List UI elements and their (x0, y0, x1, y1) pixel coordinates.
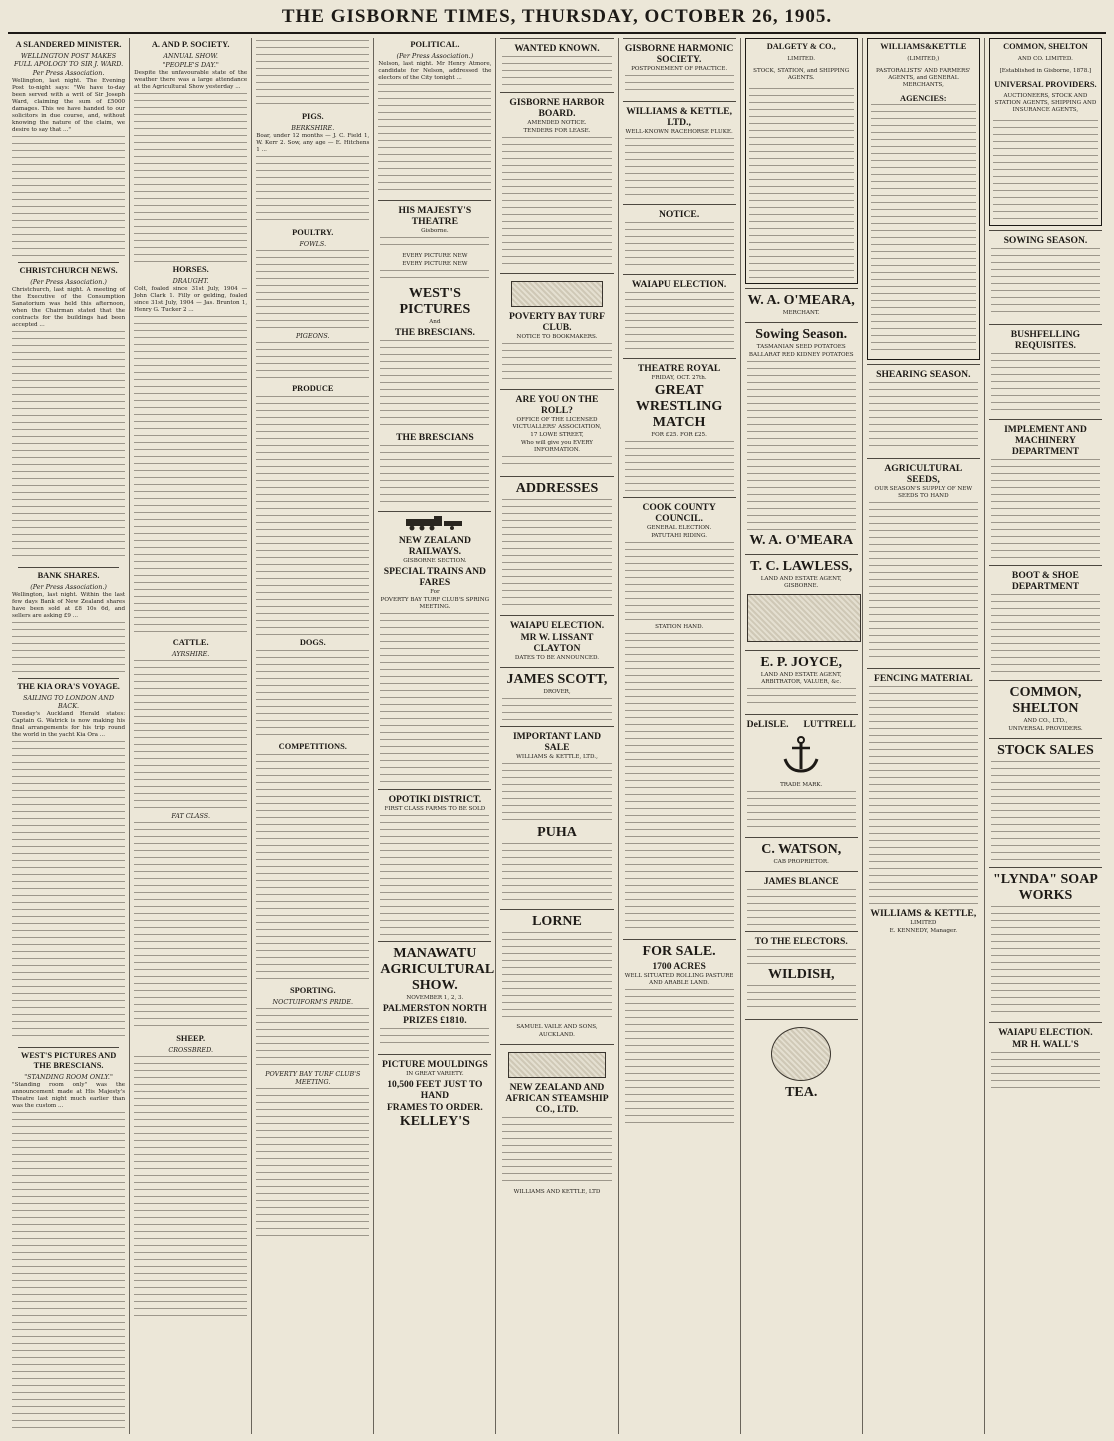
ad-his-majestys-theatre (378, 200, 491, 511)
ad-title: E. P. JOYCE, (760, 654, 842, 670)
ad-lorne (500, 909, 613, 1044)
ad-nz-railways (378, 511, 491, 789)
ad-title: BOOT & SHOE DEPARTMENT (1011, 569, 1080, 592)
text-block (747, 361, 856, 531)
ad-waiapu-election-wall (989, 1022, 1102, 1098)
column-6 (619, 38, 741, 1434)
text-block (502, 137, 611, 267)
ad-boot-shoe (989, 565, 1102, 680)
ad-established: [Established in Gisborne, 1878.] (999, 68, 1092, 75)
ad-subtitle: GENERAL ELECTION. (646, 525, 712, 531)
ad-implement-dept (989, 419, 1102, 565)
ad-tea (745, 1019, 858, 1106)
ad-stakes: FOR £25. FOR £25. (651, 432, 707, 438)
ad-item: BALLARAT RED KIDNEY POTATOES (748, 351, 854, 358)
ad-james-scott (500, 667, 613, 726)
text-block (625, 441, 734, 491)
ad-title: OPOTIKI DISTRICT. (388, 794, 482, 805)
text-block (378, 84, 491, 194)
article-subtitle: ANNUAL SHOW. (163, 52, 218, 60)
ad-important-land-sale (500, 726, 613, 909)
text-block (625, 542, 734, 622)
ad-title: COOK COUNTY COUNCIL. (642, 502, 716, 524)
ad-title: FOR SALE. (642, 944, 716, 959)
section-subheading-berkshire: BERKSHIRE. (291, 124, 335, 132)
ad-common-shelton-2 (989, 680, 1102, 738)
ad-lawless (745, 554, 858, 650)
ad-description: PASTORALISTS' AND FARMERS' AGENTS, and GENERAL MERCHANTS, (876, 68, 971, 89)
ad-dates: DATES TO BE ANNOUNCED. (514, 655, 600, 661)
ad-title: WAIAPU ELECTION. (998, 1026, 1093, 1038)
ad-waiapu-election (623, 274, 736, 358)
section-subheading-crossbred: CROSSBRED. (168, 1046, 213, 1054)
result-text: Boar, under 12 months — J. C. Field 1, W. Kerr 2. Sow, any age — E. Hitchens 1 ... (256, 133, 370, 153)
ad-title: TO THE ELECTORS. (754, 935, 848, 947)
ad-williams-kettle (867, 38, 980, 360)
ad-subtitle: WELL SITUATED ROLLING PASTURE AND ARABLE LAND. (624, 973, 734, 986)
section-heading-dogs: DOGS. (299, 638, 326, 647)
ad-addresses (500, 476, 613, 615)
section-heading-competitions: COMPETITIONS. (278, 742, 347, 751)
text-block (256, 396, 369, 636)
ad-manager: E. KENNEDY, Manager. (889, 927, 958, 934)
text-block (625, 138, 734, 198)
ad-agencies: AGENCIES: (900, 93, 947, 103)
result-text: Colt, foaled since 31st July, 1904 — John Clark 1. Filly or gelding, foaled since 31st July, 1904 — Jas. Brunton 1, Henry G. Tucker 2 ... (134, 286, 248, 313)
ad-title: PICTURE MOULDINGS (381, 1059, 488, 1070)
ad-title: C. WATSON, (761, 841, 842, 857)
column-9 (985, 38, 1106, 1434)
section-heading-sheep: SHEEP. (176, 1034, 206, 1043)
ad-event: GREAT WRESTLING MATCH (635, 383, 723, 430)
divider (18, 567, 119, 568)
section-heading-pigs: PIGS. (301, 112, 324, 121)
building-illustration (747, 594, 861, 642)
ad-name: KELLEY'S (399, 1114, 470, 1129)
text-block (502, 499, 611, 609)
ad-subtitle: MERCHANT. (782, 309, 820, 316)
ad-title-brescians: THE BRESCIANS. (394, 327, 475, 338)
column-grid (8, 38, 1106, 1434)
text-block (256, 650, 369, 740)
ad-title: FENCING MATERIAL (873, 672, 973, 684)
text-block (625, 222, 734, 268)
ad-subtitle: Gisborne. (421, 228, 449, 234)
article-subtitle: "STANDING ROOM ONLY." (24, 1073, 113, 1081)
ad-picture-mouldings (378, 1054, 491, 1135)
ad-signature: W. A. O'MEARA (749, 532, 854, 548)
text-block (747, 985, 856, 1013)
section-subheading-fat-class: FAT CLASS. (171, 812, 210, 820)
text-block (502, 56, 611, 86)
divider (18, 262, 119, 263)
article-political (378, 40, 491, 194)
ad-cook-county-council (623, 497, 736, 939)
ad-subtitle: NOTICE TO BOOKMAKERS. (516, 334, 598, 340)
column-2 (130, 38, 252, 1434)
text-block (625, 75, 734, 95)
text-block (502, 763, 611, 823)
article-show-results (256, 40, 369, 1238)
text-block (12, 331, 125, 561)
text-block (380, 237, 489, 251)
text-block (380, 1028, 489, 1048)
ad-dalgety (745, 38, 858, 284)
text-block (134, 93, 247, 263)
ad-title: POVERTY BAY TURF CLUB. (509, 311, 605, 333)
ad-title: IMPLEMENT AND MACHINERY DEPARTMENT (1004, 423, 1087, 457)
text-block (869, 686, 978, 906)
ad-title: JAMES SCOTT, (506, 672, 608, 687)
ad-event: POVERTY BAY TURF CLUB'S SPRING MEETING. (380, 597, 490, 610)
ad-lynda-soap (989, 867, 1102, 1022)
section-heading-sporting: SPORTING. (290, 986, 336, 995)
ad-title: WAIAPU ELECTION. (631, 279, 727, 290)
timetable-block (380, 613, 489, 783)
ad-date: FRIDAY, OCT. 27th. (651, 375, 707, 381)
ad-universal: UNIVERSAL PROVIDERS. (1008, 725, 1083, 732)
ad-dates: NOVEMBER 1, 2, 3. (406, 995, 464, 1001)
ad-and: And (429, 319, 441, 325)
ad-title: Sowing Season. (755, 326, 848, 342)
article-title: THE KIA ORA'S VOYAGE. (17, 682, 120, 691)
ad-candidate: MR W. LISSANT CLAYTON (520, 632, 594, 654)
text-block (502, 843, 611, 903)
ad-special: SPECIAL TRAINS AND FARES (383, 566, 486, 588)
ad-harmonic-society (623, 38, 736, 101)
ad-watson (745, 837, 858, 871)
text-block (991, 906, 1100, 1016)
ad-title: IMPORTANT LAND SALE (512, 731, 602, 753)
article-source: (Per Press Association.) (396, 52, 474, 60)
classifieds-block (625, 633, 734, 933)
article-subtitle: WELLINGTON POST MAKES FULL APOLOGY TO SIR J. WARD. (13, 52, 124, 68)
text-block (134, 316, 247, 636)
ad-nz-african-steamship (500, 1044, 613, 1201)
ad-stock-sales (989, 738, 1102, 867)
article-bank-shares (12, 571, 125, 672)
ad-title: SHEARING SEASON. (876, 368, 971, 380)
locomotive-icon (404, 515, 466, 531)
text-block (869, 502, 978, 662)
ad-acres: 1700 ACRES (652, 961, 706, 972)
ad-title-brescians-2: THE BRESCIANS (396, 432, 474, 443)
ad-firm: WILLIAMS & KETTLE, LTD., (516, 754, 598, 760)
ad-title: COMMON, SHELTON (1003, 42, 1088, 51)
ad-title: LORNE (532, 914, 582, 929)
ad-riding: PATUTAHI RIDING. (651, 533, 708, 539)
text-block (502, 1117, 611, 1187)
brand-left: DeLISLE. (746, 718, 789, 730)
ad-title: W. A. O'MEARA, (747, 292, 855, 308)
article-body: Wellington, last night. Within the last few days Bank of New Zealand shares have been sold at £8 10s 6d, and sellers are asking £9 ... (12, 592, 126, 619)
ad-station-hand: STATION HAND. (655, 624, 704, 630)
tea-seal-emblem (771, 1027, 831, 1081)
divider (18, 1047, 119, 1048)
ad-turf-club-bookmakers (500, 273, 613, 389)
column-4 (374, 38, 496, 1434)
ad-subtitle: IN GREAT VARIETY. (406, 1071, 464, 1077)
text-block (991, 248, 1100, 318)
article-source: (Per Press Association.) (30, 278, 107, 286)
text-block (256, 250, 369, 330)
ad-title: "LYNDA" SOAP WORKS (992, 871, 1098, 903)
ad-on-the-roll (500, 389, 613, 476)
ad-wanted-known (500, 38, 613, 92)
text-block (749, 88, 854, 278)
ad-notice (623, 204, 736, 274)
ad-services: AUCTIONEERS, STOCK AND STATION AGENTS, SHIPPING AND INSURANCE AGENTS, (994, 93, 1097, 114)
ad-joyce (745, 650, 858, 714)
text-block (134, 822, 247, 1032)
ad-title: WILLIAMS & KETTLE, LTD., (626, 106, 733, 128)
ad-title: TEA. (785, 1084, 818, 1100)
ad-title: NEW ZEALAND AND AFRICAN STEAMSHIP CO., LTD. (505, 1082, 609, 1115)
text-block (12, 622, 125, 672)
ad-subtitle: FIRST CLASS FARMS TO BE SOLD (384, 806, 486, 812)
column-1 (8, 38, 130, 1434)
article-title: WEST'S PICTURES AND THE BRESCIANS. (20, 1051, 117, 1070)
section-subheading-turf-club: POVERTY BAY TURF CLUB'S MEETING. (265, 1070, 361, 1086)
ad-universal-providers: UNIVERSAL PROVIDERS. (994, 79, 1097, 89)
column-7 (741, 38, 863, 1434)
text-block (625, 989, 734, 1129)
trade-mark-label: TRADE MARK. (780, 781, 823, 788)
ad-title: T. C. LAWLESS, (750, 558, 853, 574)
ad-subtitle: AND CO. LIMITED. (1017, 55, 1073, 62)
ad-title: GISBORNE HARBOR BOARD. (509, 97, 605, 119)
text-block (134, 660, 247, 810)
ad-line: EVERY PICTURE NEW (402, 261, 468, 267)
text-block (747, 688, 856, 708)
ad-line: EVERY PICTURE NEW (402, 253, 468, 259)
article-body: Nelson, last night. Mr Henry Atmore, candidate for Nelson, addressed the electors of the City tonight ... (378, 61, 492, 81)
ad-title: THEATRE ROYAL (637, 363, 721, 374)
ad-to-the-electors (745, 931, 858, 1019)
ad-firm: SAMUEL VAILE AND SONS, (516, 1024, 598, 1030)
masthead-title: THE GISBORNE TIMES, THURSDAY, OCTOBER 26, 1905. (281, 6, 833, 27)
section-heading-produce: PRODUCE (292, 384, 334, 393)
ad-title: WANTED KNOWN. (514, 43, 600, 54)
ad-office: OFFICE OF THE LICENSED VICTUALLERS' ASSOCIATION, (512, 417, 602, 430)
column-5 (496, 38, 618, 1434)
article-title: CHRISTCHURCH NEWS. (19, 266, 118, 275)
ad-tenders: TENDERS FOR LEASE. (523, 128, 591, 134)
article-body: Wellington, last night. The Evening Post to-night says: "We have to-day been served with a writ of Sir Joseph Ward, claiming the sum of £5000 damages. This we have handed to our solicitors in due course, and, without knowing the nature of the claim, we desire to say that ..." (12, 78, 126, 133)
ad-firm: WILLIAMS & KETTLE, (870, 907, 977, 919)
text-block (625, 292, 734, 352)
ad-subtitle: LAND AND ESTATE AGENT, ARBITRATOR, VALUER, &c. (760, 671, 842, 685)
ad-subtitle: CAB PROPRIETOR. (773, 858, 829, 865)
ad-subtitle: LAND AND ESTATE AGENT, GISBORNE. (760, 575, 842, 589)
section-heading-cattle: CATTLE. (172, 638, 209, 647)
ad-candidate: MR H. WALL'S (1012, 1038, 1079, 1050)
anchor-icon (779, 735, 823, 775)
text-block (256, 1008, 369, 1068)
text-block (991, 761, 1100, 861)
column-8 (863, 38, 985, 1434)
ad-title: WAIAPU ELECTION. (509, 620, 605, 631)
text-block (12, 136, 125, 256)
ad-title: AGRICULTURAL SEEDS, (884, 462, 963, 485)
ad-subtitle: (LIMITED,) (907, 55, 940, 62)
text-block (12, 1112, 125, 1434)
column-3 (252, 38, 374, 1434)
text-block (869, 382, 978, 452)
ad-opotiki-district (378, 789, 491, 941)
text-block (256, 156, 369, 226)
article-title: A. AND P. SOCIETY. (151, 40, 230, 49)
ad-bushfelling (989, 324, 1102, 419)
article-source: (Per Press Association.) (30, 583, 107, 591)
text-block (256, 1088, 369, 1238)
section-subheading-pigeons: PIGEONS. (295, 332, 330, 340)
ad-manawatu-show (378, 941, 495, 1054)
ad-place: PUHA (537, 825, 577, 840)
ad-sowing-season (745, 322, 858, 554)
section-subheading-fowls: FOWLS. (299, 240, 327, 248)
text-block (380, 445, 489, 505)
article-body: Christchurch, last night. A meeting of the Executive of the Consumption Sanatorium was held this afternoon, when the Chairman stated that the contracts for the buildings had been accepted ... (12, 287, 126, 328)
agencies-list (871, 104, 976, 354)
ad-subtitle: AND CO., LTD., (1023, 717, 1068, 724)
text-block (12, 741, 125, 1041)
ad-services: STOCK, STATION, and SHIPPING AGENTS. (753, 68, 850, 82)
ad-sowing-season-cs (989, 230, 1102, 324)
article-body: Despite the unfavourable state of the weather there was a large attendance at the Agricultural Show yesterday ... (134, 70, 248, 90)
text-block (256, 754, 369, 984)
text-block (502, 932, 611, 1022)
ad-title: DALGETY & CO., (766, 42, 836, 51)
ad-delisle-luttrell (745, 714, 858, 837)
text-block (502, 456, 611, 470)
ad-city: AUCKLAND. (539, 1032, 575, 1038)
text-block (256, 40, 369, 110)
ad-subtitle: POSTPONEMENT OF PRACTICE. (631, 66, 728, 72)
ad-title: WILLIAMS&KETTLE (880, 42, 967, 51)
divider (18, 678, 119, 679)
ad-title: ARE YOU ON THE ROLL? (515, 394, 599, 416)
ad-agricultural-seeds (867, 458, 980, 668)
ad-title: NOTICE. (658, 209, 700, 220)
article-slandered-minister (12, 40, 125, 256)
section-subheading-noctuiform: NOCTUIFORM'S PRIDE. (272, 998, 354, 1006)
ad-subtitle: WELL-KNOWN RACEHORSE FLUKE. (625, 129, 733, 135)
brand-right: LUTTRELL (803, 718, 856, 730)
ad-firm: WILLIAMS AND KETTLE, LTD (513, 1189, 601, 1195)
ad-omeara-merchant (745, 288, 858, 322)
article-title: A SLANDERED MINISTER. (15, 40, 122, 49)
ad-frames: FRAMES TO ORDER. (386, 1102, 483, 1113)
text-block (747, 791, 856, 831)
text-block (991, 459, 1100, 559)
ad-title: COMMON, SHELTON (1009, 684, 1082, 716)
steamship-illustration (508, 1052, 606, 1078)
ad-item: TASMANIAN SEED POTATOES (756, 343, 846, 350)
section-subheading-ayrshire: AYRSHIRE. (171, 650, 210, 658)
ad-fencing-material (867, 668, 980, 940)
ad-address: 17 LOWE STREET, (530, 432, 584, 438)
article-title: POLITICAL. (410, 40, 460, 49)
text-block (380, 815, 489, 935)
anchor-wrap (747, 735, 856, 778)
ad-title: NEW ZEALAND RAILWAYS. (398, 535, 471, 557)
ad-feet: 10,500 FEET JUST TO HAND (387, 1079, 483, 1101)
ad-theatre-royal (623, 358, 736, 497)
ad-subtitle: GISBORNE SECTION. (403, 558, 467, 564)
article-source: Per Press Association. (32, 69, 105, 77)
text-block (747, 889, 856, 925)
section-subheading-draught: DRAUGHT. (172, 277, 209, 285)
text-block (991, 353, 1100, 413)
text-block (502, 343, 611, 383)
ad-name: WILDISH, (767, 966, 835, 982)
ad-title: JAMES BLANCE (763, 875, 839, 887)
ad-williams-kettle-fluke (623, 101, 736, 204)
section-heading-horses: HORSES. (172, 265, 209, 274)
ad-title: ADDRESSES (515, 481, 599, 496)
ad-prize: PRIZES £1810. (403, 1015, 467, 1026)
ad-blance (745, 871, 858, 931)
article-subtitle: SAILING TO LONDON AND BACK. (23, 694, 115, 710)
text-block (134, 1056, 247, 1316)
article-a-and-p-society (134, 40, 247, 1316)
ad-ltd: LIMITED (910, 919, 937, 926)
ad-title: BUSHFELLING REQUISITES. (1010, 328, 1081, 351)
racehorse-illustration (511, 281, 603, 307)
ad-subtitle: LIMITED. (787, 55, 816, 62)
text-block (380, 270, 489, 284)
ad-subtitle: AMENDED NOTICE. (527, 120, 587, 126)
text-block (256, 342, 369, 382)
masthead (8, 6, 1106, 34)
article-wests-pictures (12, 1051, 125, 1434)
ad-title: MANAWATU AGRICULTURAL SHOW. (380, 946, 495, 993)
ad-title: HIS MAJESTY'S THEATRE (398, 205, 472, 227)
article-kia-ora-voyage (12, 682, 125, 1041)
ad-subtitle: DROVER, (543, 689, 571, 695)
text-block (993, 120, 1098, 220)
ad-subtitle: OUR SEASON'S SUPPLY OF NEW SEEDS TO HAND (874, 485, 973, 499)
ad-waiapu-election-clayton (500, 615, 613, 667)
section-heading-poultry: POULTRY. (292, 228, 334, 237)
ad-place: PALMERSTON NORTH (382, 1003, 487, 1014)
article-body: "Standing room only" was the announcement made at His Majesty's Theatre last night much earlier than was the custom ... (12, 1082, 126, 1109)
ad-title: GISBORNE HARMONIC SOCIETY. (624, 43, 734, 65)
text-block (380, 340, 489, 430)
text-block (747, 949, 856, 965)
article-title: BANK SHARES. (37, 571, 100, 580)
ad-shearing-season (867, 364, 980, 458)
ad-title-wests-pictures: WEST'S PICTURES (399, 286, 471, 317)
ad-info: Who will give you EVERY INFORMATION. (521, 440, 593, 453)
text-block (502, 698, 611, 720)
ad-harbor-board (500, 92, 613, 273)
brand-row (747, 718, 856, 731)
article-body: Tuesday's Auckland Herald states: Captain G. Watrick is now making his final arrangements for his trip round the world in the yacht Kia Ora ... (12, 711, 126, 738)
ad-for: For (430, 589, 440, 595)
ad-title: STOCK SALES (997, 742, 1094, 758)
text-block (991, 1052, 1100, 1092)
ad-title: SOWING SEASON. (1003, 234, 1088, 246)
article-quote: "PEOPLE'S DAY." (162, 61, 219, 69)
ad-for-sale-1700-acres (623, 939, 736, 1135)
ad-common-shelton (989, 38, 1102, 226)
text-block (991, 594, 1100, 674)
article-christchurch-news (12, 266, 125, 561)
